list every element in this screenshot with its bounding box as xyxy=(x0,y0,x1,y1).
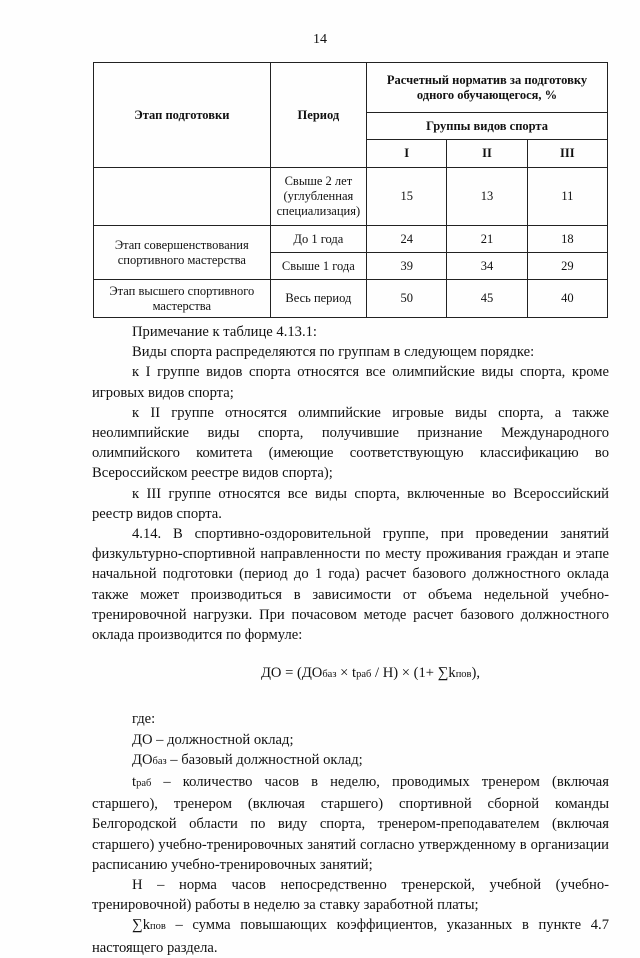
row1-value-2: 13 xyxy=(447,168,527,226)
header-stage: Этап подготовки xyxy=(94,63,271,168)
note-title: Примечание к таблице 4.13.1: xyxy=(132,324,317,340)
note-intro: Виды спорта распределяются по группам в следующем порядке: xyxy=(132,344,535,361)
where-label: где: xyxy=(132,711,156,728)
row4-stage: Этап высшего спортивного мастерства xyxy=(94,280,271,318)
table-row xyxy=(94,280,608,318)
row1-value-1: 15 xyxy=(367,168,447,226)
header-group-3: III xyxy=(527,140,607,168)
salary-formula: ДО = (ДОбаз × tраб / Н) × (1+ ∑kпов), xyxy=(260,665,481,682)
header-group-1: I xyxy=(367,140,447,168)
row1-stage xyxy=(94,168,271,226)
row3-value-3: 29 xyxy=(527,253,607,280)
group-2-rule: к II группе относятся олимпийские игровые виды спорта, а также неолимпийские виды спорта, получившие признание Международного олимпийского комитета (имеющие соответствующую классификацию во Всероссийском реестре видов спорта); xyxy=(92,404,609,482)
definition-do: ДО – должностной оклад; xyxy=(132,731,294,748)
row4-period: Весь период xyxy=(270,280,366,318)
row2-value-2: 21 xyxy=(447,226,527,253)
row3-period: Свыше 1 года xyxy=(270,253,366,280)
row4-value-3: 40 xyxy=(527,280,607,318)
row2-period: До 1 года xyxy=(270,226,366,253)
group-3-rule: к III группе относятся все виды спорта, включенные во Всероссийский реестр видов спорта. xyxy=(92,485,609,522)
table-row xyxy=(94,168,608,226)
page-number: 14 xyxy=(313,32,327,47)
row4-value-2: 45 xyxy=(447,280,527,318)
row2-value-3: 18 xyxy=(527,226,607,253)
definition-h: Н – норма часов непосредственно тренерской, учебной (учебно-тренировочной) работы в неделю за ставку заработной платы; xyxy=(92,877,609,914)
paragraph-4-14: 4.14. В спортивно-оздоровительной группе, при проведении занятий физкультурно-спортивной направленности по месту проживания граждан и этапе начальной подготовки (период до 1 года) расчет базового должностного оклада также может производиться в зависимости от объема недельной учебно-тренировочной нагрузки. При почасовом методе расчет базового должностного оклада производится по формуле: xyxy=(92,526,609,644)
definition-t: tраб – количество часов в неделю, проводимых тренером (включая старшего), тренером (включая старшего) спортивной сборной команды Белгородской области по виду спорта, тренером-преподавателем (включая старшего) учебно-тренировочных занятий согласно утвержденному в организации расписанию учебно-тренировочных занятий; xyxy=(92,774,609,873)
row1-value-3: 11 xyxy=(527,168,607,226)
row3-value-2: 34 xyxy=(447,253,527,280)
header-group-2: II xyxy=(447,140,527,168)
row2-stage: Этап совершенствования спортивного мастерства xyxy=(94,226,271,280)
norms-table xyxy=(93,62,608,318)
definition-dobaz: ДОбаз – базовый должностной оклад; xyxy=(132,751,363,768)
row3-value-1: 39 xyxy=(367,253,447,280)
row2-value-1: 24 xyxy=(367,226,447,253)
body-text xyxy=(92,322,609,958)
table-row xyxy=(94,226,608,253)
header-norm: Расчетный норматив за подготовку одного обучающегося, % xyxy=(367,63,608,113)
group-1-rule: к I группе видов спорта относятся все олимпийские виды спорта, кроме игровых видов спорта; xyxy=(92,364,609,401)
header-groups: Группы видов спорта xyxy=(367,113,608,140)
header-period: Период xyxy=(270,63,366,168)
row1-period: Свыше 2 лет (углубленная специализация) xyxy=(270,168,366,226)
definition-k: ∑kпов – сумма повышающих коэффициентов, указанных в пункте 4.7 настоящего раздела. xyxy=(92,917,609,956)
row4-value-1: 50 xyxy=(367,280,447,318)
